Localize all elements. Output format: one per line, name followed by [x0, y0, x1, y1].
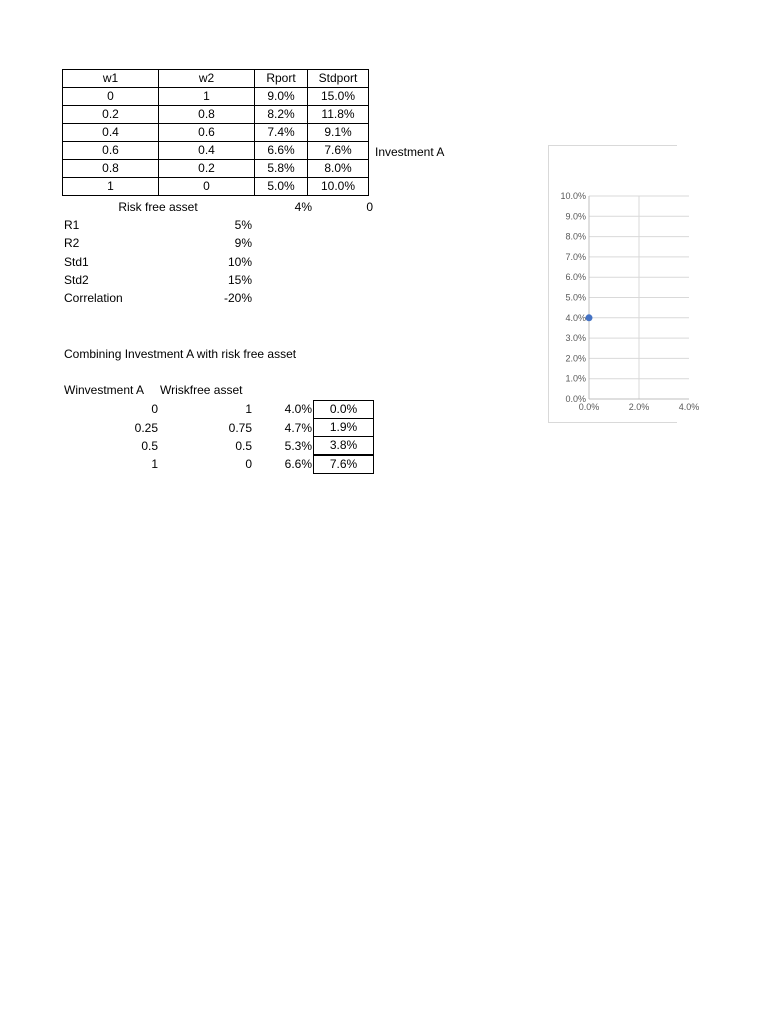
cell-rport: 5.0%	[255, 178, 308, 196]
param-value: 5%	[234, 218, 252, 232]
cell-return: 5.3%	[284, 439, 312, 453]
param-value: 9%	[234, 236, 252, 250]
y-tick-label: 3.0%	[565, 333, 586, 344]
cell-w-riskfree: 0.5	[235, 439, 252, 453]
cell-rport: 7.4%	[255, 124, 308, 142]
param-label: Std2	[64, 273, 89, 287]
combining-header-a: Winvestment A	[64, 383, 145, 397]
header-stdport: Stdport	[308, 70, 369, 88]
header-w2: w2	[159, 70, 255, 88]
combining-header-b: Wriskfree asset	[160, 383, 243, 397]
param-label: R2	[64, 236, 80, 250]
table-header-row	[63, 70, 369, 88]
x-tick-label: 0.0%	[578, 402, 600, 412]
risk-free-return: 4%	[294, 200, 312, 214]
table-row	[63, 160, 369, 178]
cell-w2: 0.8	[159, 106, 255, 124]
cell-stdport: 10.0%	[308, 178, 369, 196]
cell-rport: 6.6%	[255, 142, 308, 160]
y-tick-label: 7.0%	[565, 251, 586, 262]
cell-w1: 0.8	[63, 160, 159, 178]
combining-title: Combining Investment A with risk free asset	[64, 347, 297, 361]
cell-std: 7.6%	[313, 455, 374, 474]
x-tick-label: 4.0%	[678, 402, 700, 412]
cell-std: 0.0%	[313, 400, 374, 419]
cell-w1: 1	[63, 178, 159, 196]
cell-stdport: 8.0%	[308, 160, 369, 178]
cell-rport: 5.8%	[255, 160, 308, 178]
data-point	[586, 314, 593, 321]
table-row	[63, 124, 369, 142]
cell-return: 4.0%	[284, 402, 312, 416]
cell-w2: 0.6	[159, 124, 255, 142]
cell-w-riskfree: 0	[245, 457, 252, 471]
y-tick-label: 6.0%	[565, 272, 586, 283]
param-label: R1	[64, 218, 80, 232]
cell-w1: 0.6	[63, 142, 159, 160]
portfolio-table	[62, 69, 369, 196]
cell-w1: 0.2	[63, 106, 159, 124]
risk-free-std: 0	[366, 200, 373, 214]
cell-rport: 8.2%	[255, 106, 308, 124]
header-w1: w1	[63, 70, 159, 88]
cell-return: 4.7%	[284, 421, 312, 435]
cell-w-investment: 0.25	[134, 421, 158, 435]
param-label: Correlation	[64, 291, 123, 305]
risk-free-label: Risk free asset	[118, 200, 198, 214]
param-value: 10%	[227, 255, 252, 269]
table-row	[63, 178, 369, 196]
cell-stdport: 11.8%	[308, 106, 369, 124]
y-tick-label: 1.0%	[565, 373, 586, 384]
cell-stdport: 7.6%	[308, 142, 369, 160]
cell-return: 6.6%	[284, 457, 312, 471]
cell-stdport: 9.1%	[308, 124, 369, 142]
param-value: -20%	[223, 291, 252, 305]
y-tick-label: 5.0%	[565, 292, 586, 303]
cell-w2: 1	[159, 88, 255, 106]
cell-w-investment: 0	[151, 402, 158, 416]
y-tick-label: 2.0%	[565, 353, 586, 364]
y-tick-label: 9.0%	[565, 211, 586, 222]
param-value: 15%	[227, 273, 252, 287]
investment-a-label: Investment A	[375, 145, 445, 159]
y-tick-label: 10.0%	[560, 191, 586, 201]
cell-w-investment: 1	[151, 457, 158, 471]
scatter-chart[interactable]	[548, 145, 700, 423]
y-tick-label: 8.0%	[565, 231, 586, 242]
chart-svg	[549, 146, 700, 422]
cell-w1: 0	[63, 88, 159, 106]
cell-w-investment: 0.5	[141, 439, 158, 453]
table-row	[63, 142, 369, 160]
param-label: Std1	[64, 255, 89, 269]
cell-w1: 0.4	[63, 124, 159, 142]
table-row	[63, 88, 369, 106]
cell-w-riskfree: 1	[245, 402, 252, 416]
cell-w2: 0.4	[159, 142, 255, 160]
x-tick-label: 2.0%	[628, 402, 650, 412]
y-tick-label: 0.0%	[565, 394, 586, 404]
cell-w2: 0	[159, 178, 255, 196]
cell-std: 3.8%	[313, 436, 374, 455]
cell-stdport: 15.0%	[308, 88, 369, 106]
cell-std: 1.9%	[313, 418, 374, 437]
cell-w-riskfree: 0.75	[228, 421, 252, 435]
table-row	[63, 106, 369, 124]
header-rport: Rport	[255, 70, 308, 88]
y-tick-label: 4.0%	[565, 312, 586, 323]
cell-w2: 0.2	[159, 160, 255, 178]
cell-rport: 9.0%	[255, 88, 308, 106]
